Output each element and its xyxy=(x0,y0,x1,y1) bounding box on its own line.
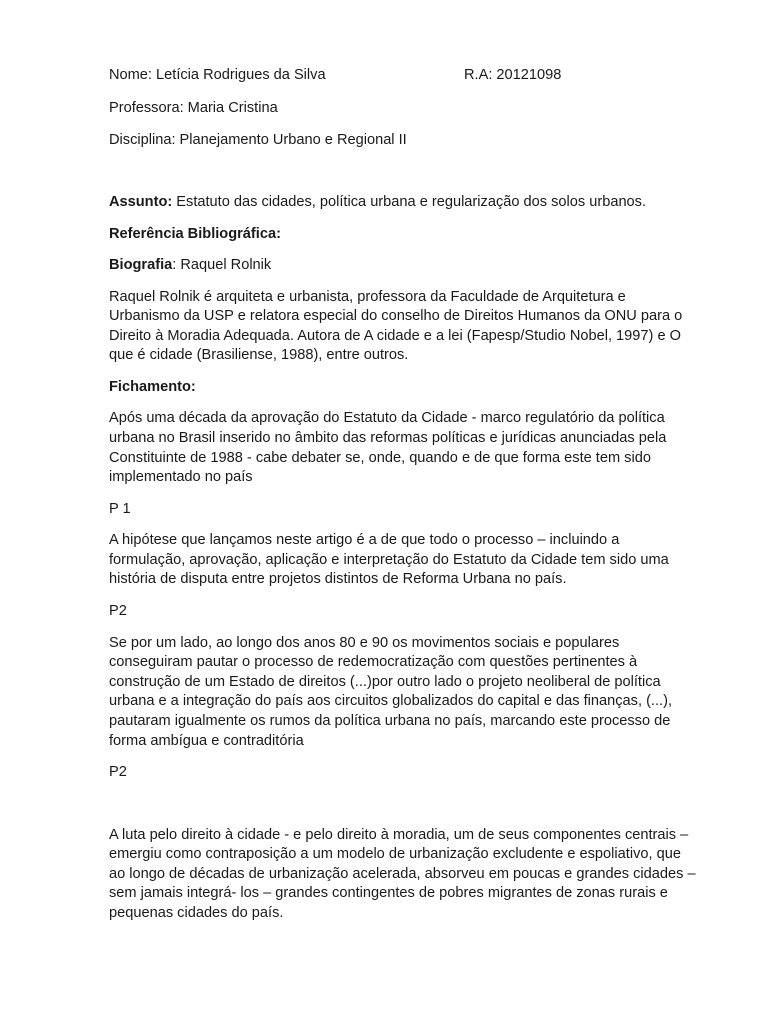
subject-line xyxy=(109,193,699,213)
reference-heading xyxy=(109,225,699,245)
professor-line: Professora: Maria Cristina xyxy=(109,100,278,116)
biography-label: Biografia xyxy=(109,257,173,273)
subject-text: Estatuto das cidades, política urbana e regularização dos solos urbanos. xyxy=(172,194,647,210)
biography-text: : Raquel Rolnik xyxy=(172,257,272,273)
subject-label: Assunto: xyxy=(109,194,173,210)
p1-paragraph: A hipótese que lançamos neste artigo é a de que todo o processo – incluindo a formulação, aprovação, aplicação e interpretação do Estatuto da Cidade tem sido uma história de disputa entre projetos distintos de Reforma Urbana no país. xyxy=(109,532,669,588)
fichamento-heading xyxy=(109,378,699,398)
student-name: Nome: Letícia Rodrigues da Silva xyxy=(109,67,326,83)
fichamento-intro: Após uma década da aprovação do Estatuto da Cidade - marco regulatório da política urbana no Brasil inserido no âmbito das reformas políticas e jurídicas anunciadas pela Constituinte de 1988 - cabe debater se, onde, quando e de que forma este tem sido implementado no país xyxy=(109,410,667,486)
document-page xyxy=(109,66,699,924)
fichamento-label: Fichamento: xyxy=(109,378,196,395)
biography-line xyxy=(109,256,699,276)
p2b-label: P2 xyxy=(109,764,127,781)
reference-label: Referência Bibliográfica: xyxy=(109,225,281,242)
biography-paragraph: Raquel Rolnik é arquiteta e urbanista, professora da Faculdade de Arquitetura e Urbanismo da USP e relatora especial do conselho de Direitos Humanos da ONU para o Direito à Moradia Adequada. Autora de A cidade e a lei (Fapesp/Studio Nobel, 1997) e O que é cidade (Brasiliense, 1988), entre outros. xyxy=(109,288,683,364)
p1-label: P 1 xyxy=(109,500,131,517)
student-ra: R.A: 20121098 xyxy=(464,67,562,83)
p2-label: P2 xyxy=(109,603,127,620)
p2b-paragraph: A luta pelo direito à cidade - e pelo direito à moradia, um de seus componentes centrais – emergiu como contraposição a um modelo de urbanização excludente e espoliativo, que ao longo de décadas de urbanização acelerada, absorveu em poucas e grandes cidades – sem jamais integrá- los – grandes contingentes de pobres migrantes de zonas rurais e pequenas cidades do país. xyxy=(109,826,696,921)
p2-paragraph: Se por um lado, ao longo dos anos 80 e 90 os movimentos sociais e populares conseguiram pautar o processo de redemocratização com questões pertinentes à construção de um Estado de direitos (...)por outro lado o projeto neoliberal de política urbana e a integração do país aos circuitos globalizados do capital e das finanças, (...), pautaram igualmente os rumos da política urbana no país, marcando este processo de forma ambígua e contraditória xyxy=(109,634,673,749)
discipline-line: Disciplina: Planejamento Urbano e Regional II xyxy=(109,131,407,148)
name-row xyxy=(109,66,699,86)
